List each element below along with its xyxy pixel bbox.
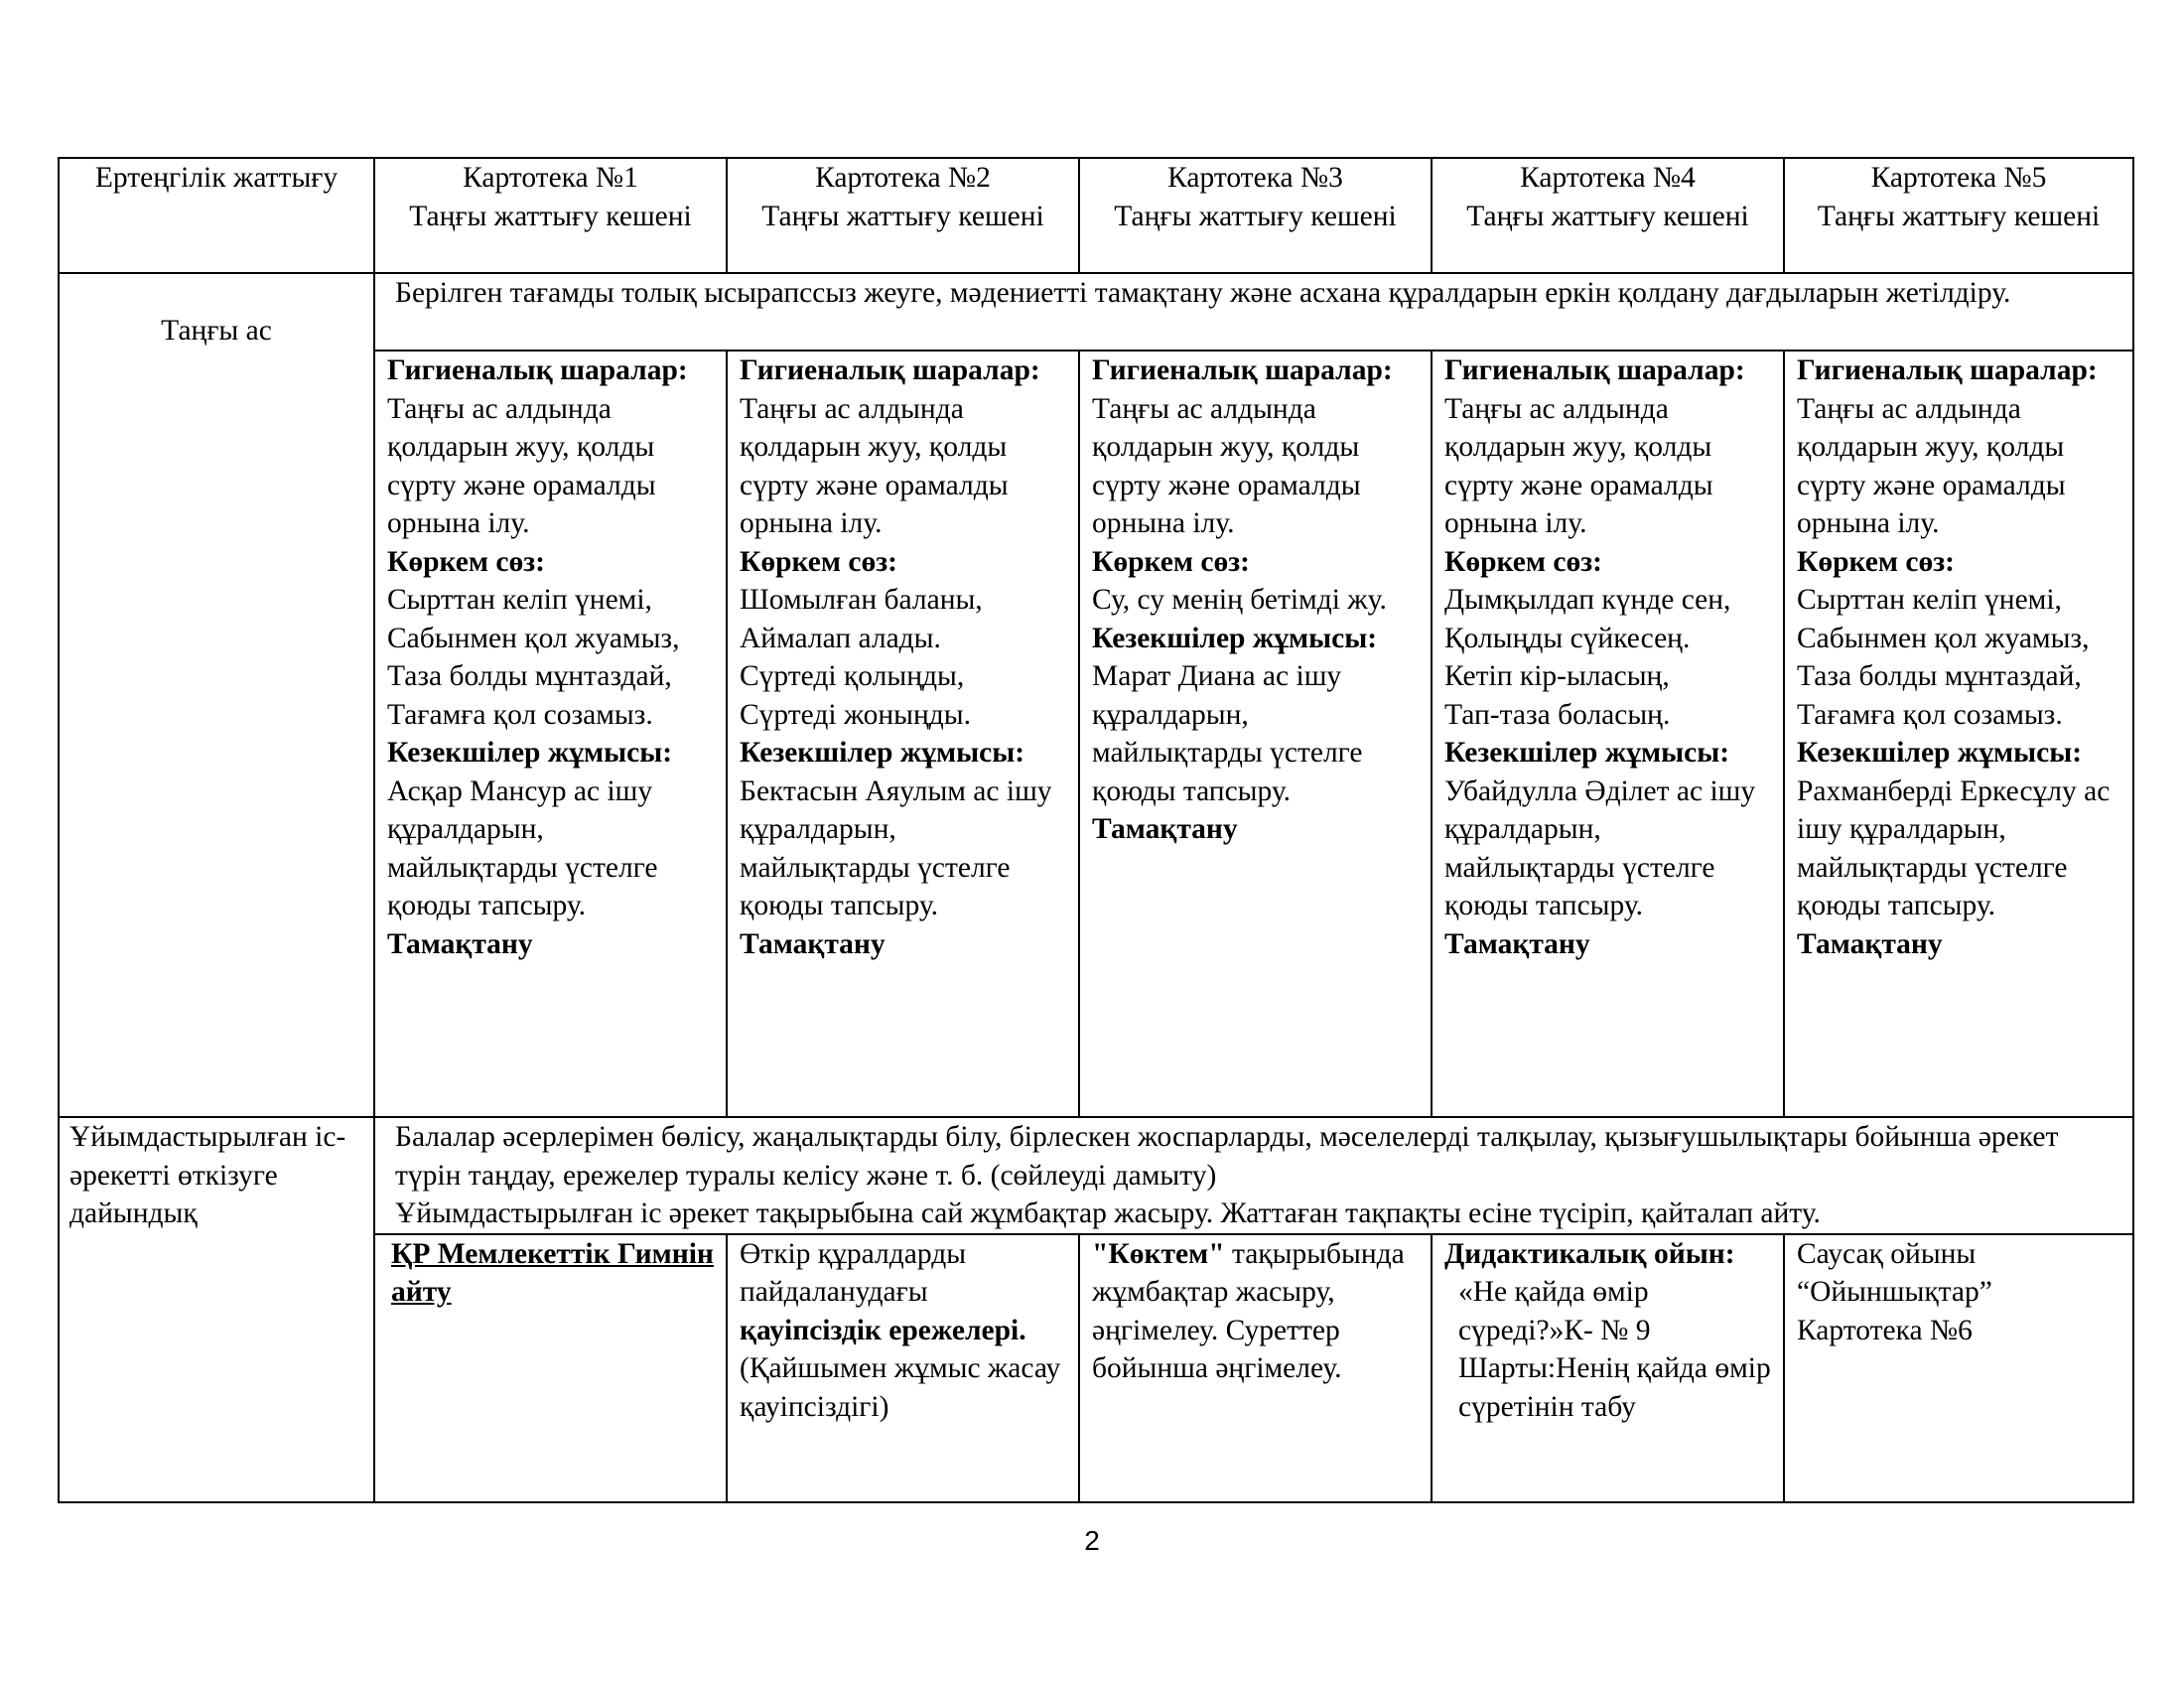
- breakfast-day-1: Гигиеналық шаралар: Таңғы ас алдында қолдарын жуу, қолды сүрту және орамалды орнына ілу. Көркем сөз: Сырттан келіп үнемі, Сабынмен қол жуамыз, Таза болды мұнтаздай, Тағамға қол созамыз. Кезекшілер жұмысы: Асқар Мансур ас ішу құралдарын, майлықтарды үстелге қоюды тапсыру. Тамақтану: [374, 351, 727, 1117]
- header-morning-exercise: Ертеңгілік жаттығу: [59, 158, 374, 273]
- prep-day-1: [374, 1234, 727, 1502]
- header-card-3: Картотека №3 Таңғы жаттығу кешені: [1079, 158, 1432, 273]
- prep-day-5: Саусақ ойыны “Ойыншықтар” Картотека №6: [1784, 1234, 2133, 1502]
- prep-label: Ұйымдастырылған іс-әрекетті өткізуге дайындық: [59, 1117, 374, 1502]
- header-card-4: Картотека №4 Таңғы жаттығу кешені: [1432, 158, 1784, 273]
- header-card-1: Картотека №1 Таңғы жаттығу кешені: [374, 158, 727, 273]
- prep-day-4: Дидактикалық ойын: «Не қайда өмір сүреді?»К- № 9 Шарты:Ненің қайда өмір сүретінін табу: [1432, 1234, 1784, 1502]
- breakfast-label: Таңғы ас: [59, 273, 374, 1117]
- breakfast-goal: Берілген тағамды толық ысырапссыз жеуге, мәдениетті тамақтану және асхана құралдарын еркін қолдану дағдыларын жетілдіру.: [374, 273, 2133, 351]
- breakfast-goal-row: [59, 273, 2133, 351]
- prep-day-2: Өткір құралдарды пайдаланудағы қауіпсіздік ережелері. (Қайшымен жұмыс жасау қауіпсіздігі): [727, 1234, 1079, 1502]
- prep-goal-row: [59, 1117, 2133, 1234]
- breakfast-day-2: Гигиеналық шаралар: Таңғы ас алдында қолдарын жуу, қолды сүрту және орамалды орнына ілу. Көркем сөз: Шомылған баланы, Аймалап алады. Сүртеді қолыңды, Сүртеді жоныңды. Кезекшілер жұмысы: Бектасын Аяулым ас ішу құралдарын, майлықтарды үстелге қоюды тапсыру. Тамақтану: [727, 351, 1079, 1117]
- prep-goal-text-1: Балалар әсерлерімен бөлісу, жаңалықтарды білу, бірлескен жоспарларды, мәселелерді талқылау, қызығушылықтары бойынша әрекет түрін таңдау, ережелер туралы келісу және т. б. (сөйлеуді дамыту): [395, 1121, 2059, 1192]
- breakfast-day-5: Гигиеналық шаралар: Таңғы ас алдында қолдарын жуу, қолды сүрту және орамалды орнына ілу. Көркем сөз: Сырттан келіп үнемі, Сабынмен қол жуамыз, Таза болды мұнтаздай, Тағамға қол созамыз. Кезекшілер жұмысы: Рахманберді Еркесұлу ас ішу құралдарын, майлықтарды үстелге қоюды тапсыру. Тамақтану: [1784, 351, 2133, 1117]
- page-number: 2: [1084, 1525, 1100, 1556]
- prep-goal-text-2: Ұйымдастырылған іс әрекет тақырыбына сай жұмбақтар жасыру. Жаттаған тақпақты есіне түсіріп, қайталап айту.: [395, 1197, 1821, 1229]
- header-row: [59, 158, 2133, 273]
- daily-plan-table: [58, 157, 2134, 1503]
- anthem-text: ҚР Мемлекеттік Гимнін айту: [391, 1237, 714, 1308]
- header-card-2: Картотека №2 Таңғы жаттығу кешені: [727, 158, 1079, 273]
- breakfast-day-4: Гигиеналық шаралар: Таңғы ас алдында қолдарын жуу, қолды сүрту және орамалды орнына ілу. Көркем сөз: Дымқылдап күнде сен, Қолыңды сүйкесең. Кетіп кір-ыласың, Тап-таза боласың. Кезекшілер жұмысы: Убайдулла Әділет ас ішу құралдарын, майлықтарды үстелге қоюды тапсыру. Тамақтану: [1432, 351, 1784, 1117]
- header-card-5: Картотека №5 Таңғы жаттығу кешені: [1784, 158, 2133, 273]
- breakfast-day-3: Гигиеналық шаралар: Таңғы ас алдында қолдарын жуу, қолды сүрту және орамалды орнына ілу. Көркем сөз: Су, су менің бетімді жу. Кезекшілер жұмысы: Марат Диана ас ішу құралдарын, майлықтарды үстелге қоюды тапсыру. Тамақтану: [1079, 351, 1432, 1117]
- prep-goal: [374, 1117, 2133, 1234]
- prep-day-3: "Көктем" тақырыбында жұмбақтар жасыру, әңгімелеу. Суреттер бойынша әңгімелеу.: [1079, 1234, 1432, 1502]
